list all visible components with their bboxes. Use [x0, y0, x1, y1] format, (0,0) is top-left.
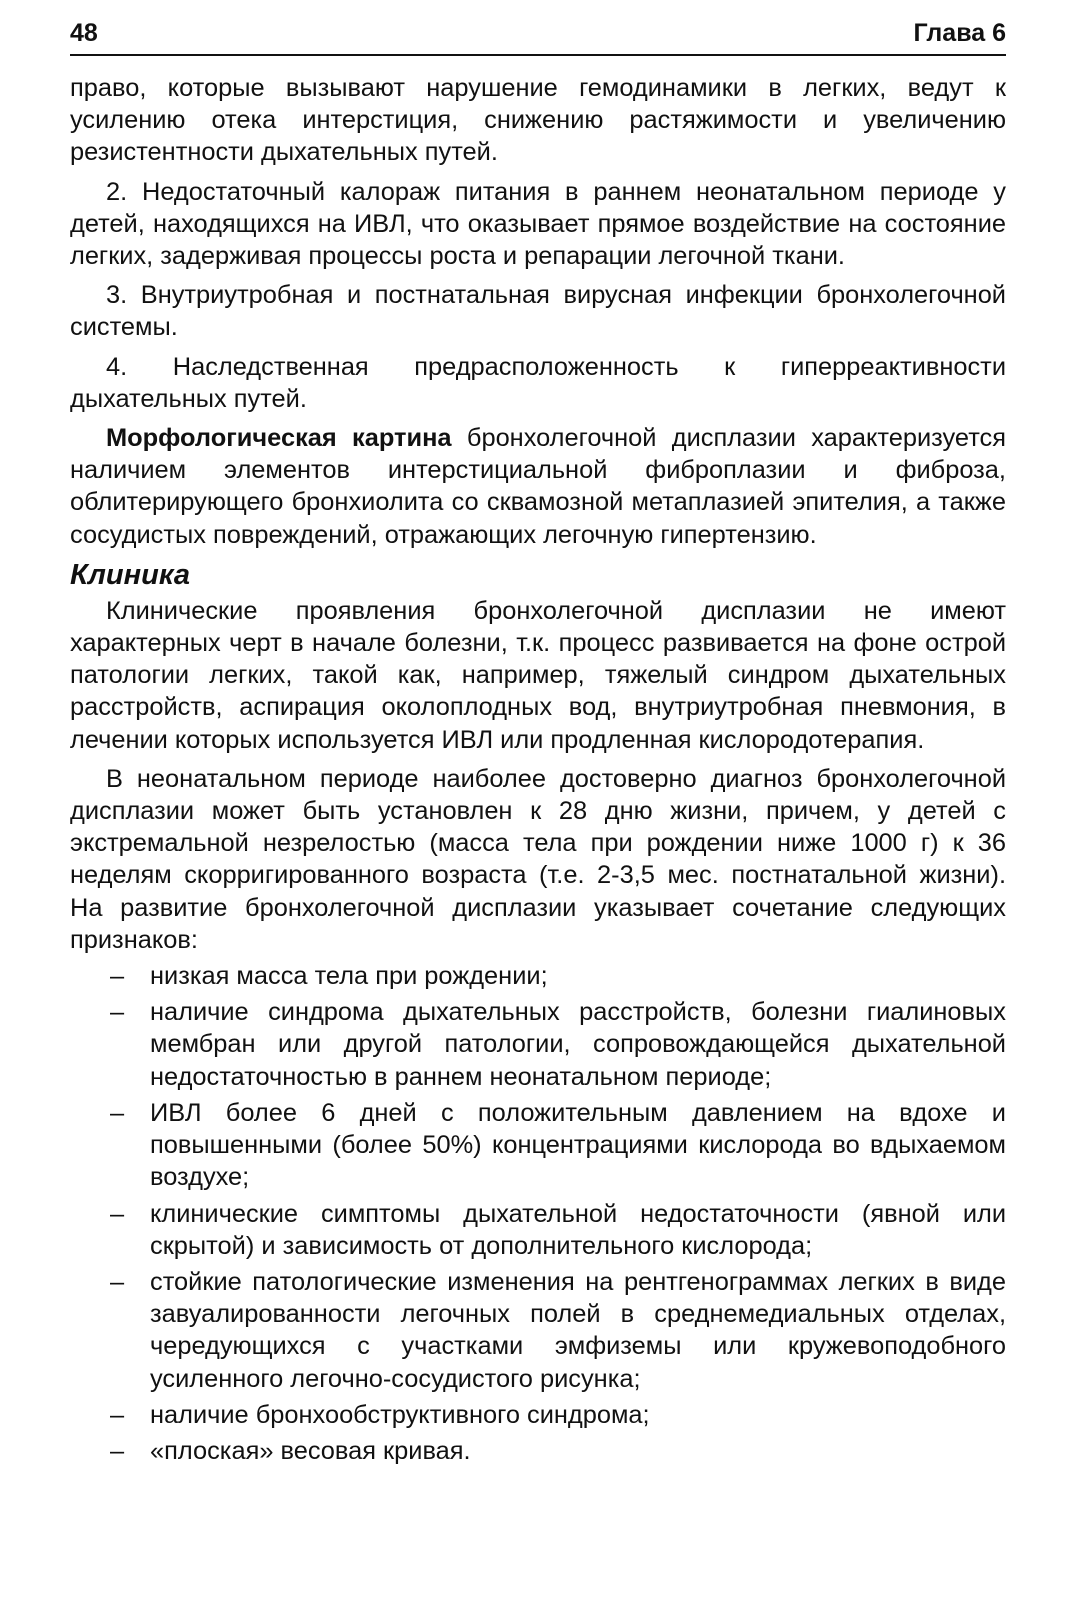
list-dash: –	[110, 1199, 125, 1228]
list-item-text: клинические симптомы дыхательной недостаточности (явной или скрытой) и зависимость от дополнительного кислорода;	[150, 1199, 1006, 1260]
list-item	[70, 1435, 1006, 1467]
list-dash: –	[110, 998, 125, 1027]
signs-list	[70, 960, 1006, 1467]
list-dash: –	[110, 1098, 125, 1127]
morphology-lead: Морфологическая картина	[106, 424, 452, 453]
list-item-text: наличие синдрома дыхательных расстройств, болезни гиалиновых мембран или другой патологии, сопровождающейся дыхательной недостаточностью в раннем неонатальном периоде;	[150, 998, 1006, 1091]
paragraph-morphology	[70, 422, 1006, 551]
paragraph-diagnosis: В неонатальном периоде наиболее достоверно диагноз бронхолегочной дисплазии может быть установлен к 28 дню жизни, причем, у детей с экстремальной незрелостью (масса тела при рождении ниже 1000 г) к 36 неделям скорригированного возраста (т.е. 2-3,5 мес. постнатальной жизни). На развитие бронхолегочной дисплазии указывает сочетание следующих признаков:	[70, 764, 1006, 954]
list-dash: –	[110, 1400, 125, 1429]
list-item-text: «плоская» весовая кривая.	[150, 1436, 471, 1465]
paragraph-cause-4: 4. Наследственная предрасположенность к гиперреактивности дыхательных путей.	[70, 352, 1006, 413]
list-dash: –	[110, 1436, 125, 1465]
paragraph-cause-3: 3. Внутриутробная и постнатальная вирусная инфекции бронхолегочной системы.	[70, 281, 1006, 342]
list-item-text: низкая масса тела при рождении;	[150, 962, 548, 991]
list-item-text: наличие бронхообструктивного синдрома;	[150, 1400, 650, 1429]
list-item	[70, 1399, 1006, 1431]
list-dash: –	[110, 962, 125, 991]
list-item	[70, 1097, 1006, 1194]
paragraph-continued: право, которые вызывают нарушение гемодинамики в легких, ведут к усилению отека интерстиция, снижению растяжимости и увеличению резистентности дыхательных путей.	[70, 74, 1006, 167]
paragraph-cause-2: 2. Недостаточный калораж питания в раннем неонатальном периоде у детей, находящихся на ИВЛ, что оказывает прямое воздействие на состояние легких, задерживая процессы роста и репарации легочной ткани.	[70, 177, 1006, 271]
list-item-text: стойкие патологические изменения на рентгенограммах легких в виде завуалированности легочных полей в среднемедиальных отделах, чередующихся с участками эмфиземы или кружевоподобного усиленного легочно-сосудистого рисунка;	[150, 1267, 1006, 1393]
list-item	[70, 1198, 1006, 1262]
list-item	[70, 960, 1006, 992]
section-heading-clinic: Клиника	[70, 558, 190, 591]
chapter-title: Глава 6	[913, 19, 1006, 47]
page-header	[70, 18, 1006, 56]
morphology-text: бронхолегочной дисплазии характеризуется наличием элементов интерстициальной фиброплазии и фиброза, облитерирующего бронхиолита со сквамозной метаплазией эпителия, а также сосудистых повреждений, отражающих легочную гипертензию.	[70, 424, 1006, 549]
list-item	[70, 1266, 1006, 1395]
list-item-text: ИВЛ более 6 дней с положительным давлением на вдохе и повышенными (более 50%) концентрациями кислорода во вдыхаемом воздухе;	[150, 1098, 1006, 1192]
page-content	[70, 72, 1006, 1467]
list-dash: –	[110, 1267, 125, 1296]
book-page	[70, 18, 1006, 1467]
paragraph-clinical-manifestations: Клинические проявления бронхолегочной дисплазии не имеют характерных черт в начале болезни, т.к. процесс развивается на фоне острой патологии легких, такой как, например, тяжелый синдром дыхательных расстройств, аспирация околоплодных вод, внутриутробная пневмония, в лечении которых используется ИВЛ или продленная кислородотерапия.	[70, 596, 1006, 754]
list-item	[70, 996, 1006, 1093]
page-number: 48	[70, 19, 98, 47]
